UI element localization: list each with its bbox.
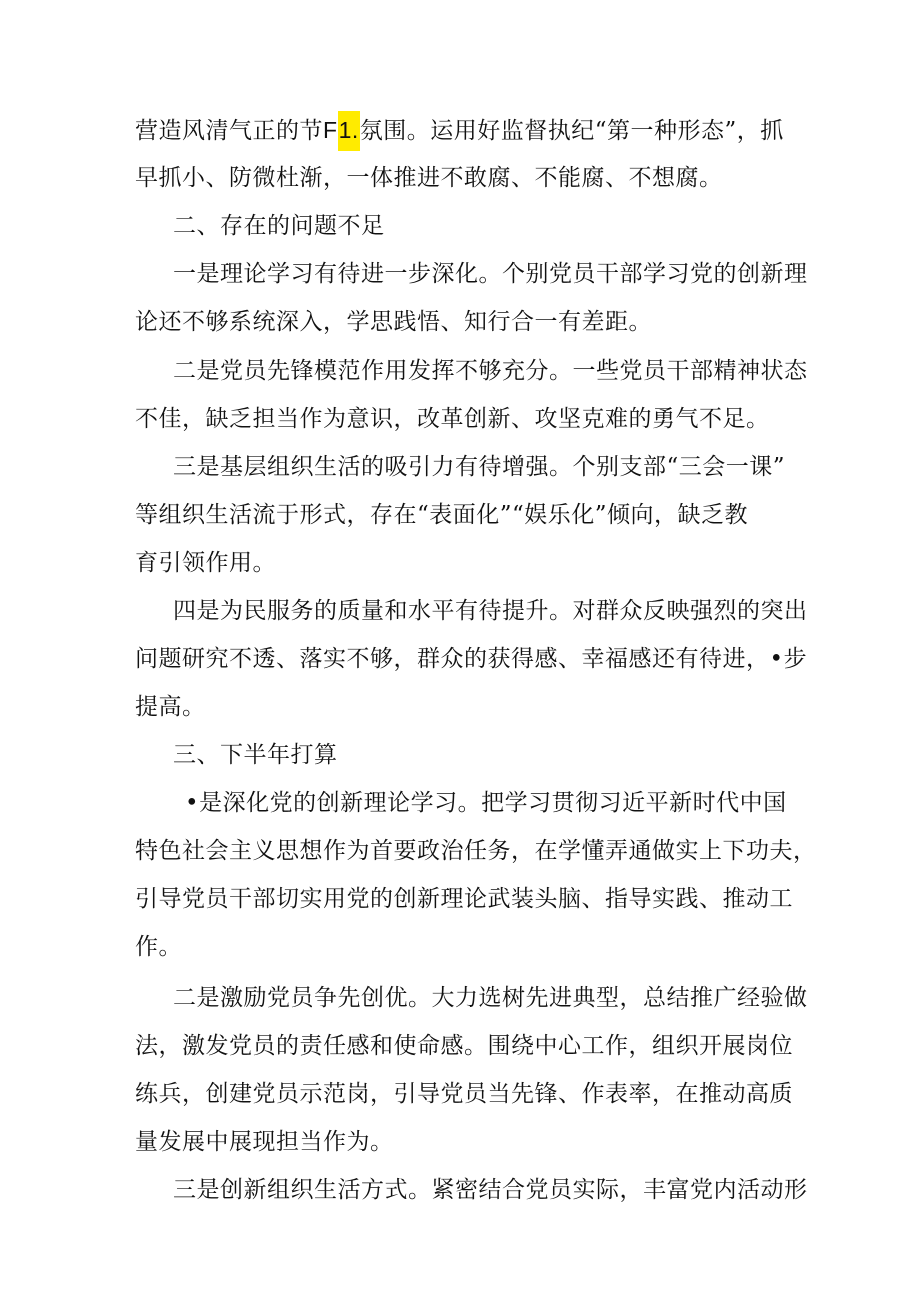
section-heading-plans: 三、下半年打算 (173, 742, 338, 768)
text-line-4: 一是理论学习有待进一步深化。个别党员干部学习党的创新理 (173, 261, 808, 287)
text-line-16: 特色社会主义思想作为首要政治任务，在学懂弄通做实上下功夫， (135, 838, 817, 864)
text-line-2: 早抓小、防微杜渐，一体推进不敢腐、不能腐、不想腐。 (135, 165, 723, 191)
text-line-10: 育引领作用。 (135, 550, 276, 576)
text-segment-f: F (323, 117, 338, 143)
text-line-6: 二是党员先锋模范作用发挥不够充分。一些党员干部精神状态 (173, 358, 808, 384)
text-line-5: 论还不够系统深入，学思践悟、知行合一有差距。 (135, 309, 652, 335)
text-line-18: 作。 (135, 934, 182, 960)
section-heading-problems: 二、存在的问题不足 (173, 213, 385, 239)
text-line-21: 练兵，创建党员示范岗，引导党员当先锋、作表率，在推动高质 (135, 1081, 793, 1107)
text-line-12: 问题研究不透、落实不够，群众的获得感、幸福感还有待进，•步 (135, 646, 808, 672)
text-line-8: 三是基层组织生活的吸引力有待增强。个别支部“三会一课” (173, 454, 786, 480)
text-line-13: 提高。 (135, 694, 206, 720)
text-segment: 氛围。运用好监督执纪“第一种形态”，抓 (359, 118, 784, 144)
text-line-17: 引导党员干部切实用党的创新理论武装头脑、指导实践、推动工 (135, 886, 793, 912)
text-line-15: •是深化党的创新理论学习。把学习贯彻习近平新时代中国 (185, 790, 787, 816)
text-line-19: 二是激励党员争先创优。大力选树先进典型，总结推广经验做 (173, 985, 808, 1011)
highlighted-text: 1. (338, 111, 360, 151)
text-line-22: 量发展中展现担当作为。 (135, 1129, 394, 1155)
text-segment: 营造风清气正的节 (135, 118, 323, 144)
text-line-23: 三是创新组织生活方式。紧密结合党员实际，丰富党内活动形 (173, 1177, 808, 1203)
text-line-9: 等组织生活流于形式，存在“表面化”“娱乐化”倾向，缺乏教 (135, 502, 749, 528)
text-line-7: 不佳，缺乏担当作为意识，改革创新、攻坚克难的勇气不足。 (135, 406, 770, 432)
text-line-20: 法，激发党员的责任感和使命感。围绕中心工作，组织开展岗位 (135, 1033, 793, 1059)
text-line-1 (135, 115, 784, 146)
text-line-11: 四是为民服务的质量和水平有待提升。对群众反映强烈的突出 (173, 598, 808, 624)
